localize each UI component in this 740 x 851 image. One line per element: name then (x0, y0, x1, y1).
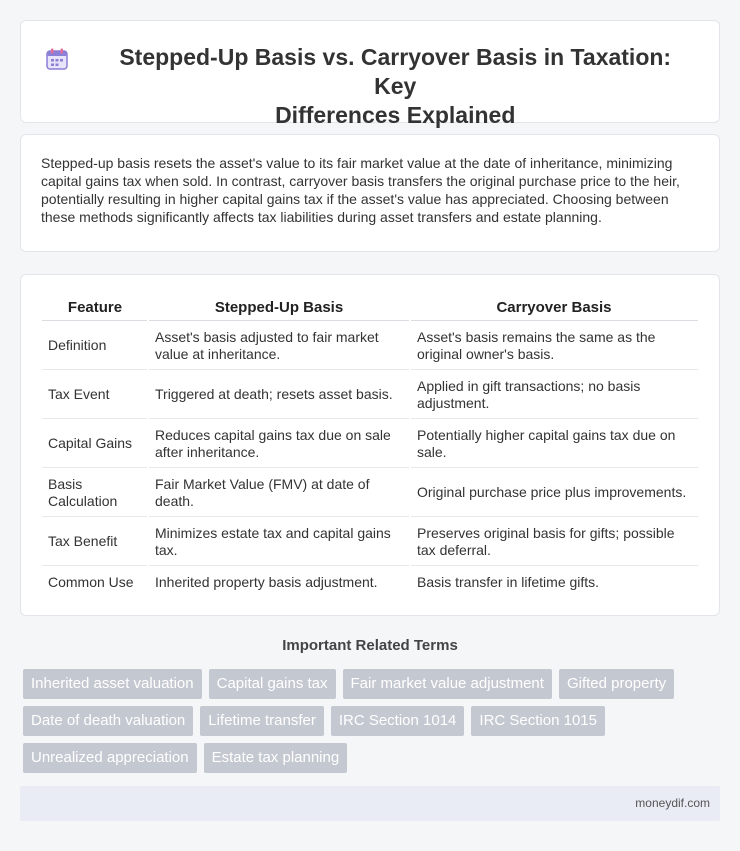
cell-carryover: Preserves original basis for gifts; possible tax deferral. (410, 517, 698, 566)
tag-estate-tax-planning[interactable]: Estate tax planning (204, 743, 348, 773)
cell-stepped-up: Triggered at death; resets asset basis. (148, 370, 410, 419)
cell-carryover: Original purchase price plus improvements. (410, 468, 698, 517)
table-row (42, 468, 698, 517)
table-row (42, 419, 698, 468)
header-stepped-up: Stepped-Up Basis (148, 295, 410, 321)
footer (20, 786, 720, 821)
title-card (20, 20, 720, 128)
comparison-table (42, 295, 698, 599)
cell-feature: Definition (42, 321, 148, 370)
cell-feature: Basis Calculation (42, 468, 148, 517)
tag-irc-section-1014[interactable]: IRC Section 1014 (331, 706, 465, 736)
tag-date-of-death-valuation[interactable]: Date of death valuation (23, 706, 193, 736)
cell-feature: Tax Event (42, 370, 148, 419)
footer-site-link[interactable]: moneydif.com (635, 796, 710, 810)
cell-carryover: Applied in gift transactions; no basis adjustment. (410, 370, 698, 419)
tag-lifetime-transfer[interactable]: Lifetime transfer (200, 706, 324, 736)
tag-irc-section-1015[interactable]: IRC Section 1015 (471, 706, 605, 736)
cell-stepped-up: Asset's basis adjusted to fair market value at inheritance. (148, 321, 410, 370)
cell-carryover: Basis transfer in lifetime gifts. (410, 566, 698, 599)
header-feature: Feature (42, 295, 148, 321)
cell-stepped-up: Minimizes estate tax and capital gains tax. (148, 517, 410, 566)
tag-fair-market-value-adjustment[interactable]: Fair market value adjustment (343, 669, 552, 699)
cell-carryover: Potentially higher capital gains tax due on sale. (410, 419, 698, 468)
cell-feature: Common Use (48, 574, 134, 591)
page-title (95, 43, 695, 130)
comparison-table-card (20, 274, 720, 616)
related-terms-tags (23, 669, 723, 773)
intro-paragraph: Stepped-up basis resets the asset's value to its fair market value at the date of inheritance, minimizing capital gains tax when sold. In contrast, carryover basis transfers the original purchase price to the heir, potentially resulting in higher capital gains tax if the asset's value has appreciated. Choosing between these methods significantly affects tax liabilities during asset transfers and estate planning. (41, 155, 680, 225)
related-terms-title: Important Related Terms (282, 637, 458, 654)
table-row (42, 566, 698, 599)
cell-feature: Tax Benefit (42, 517, 148, 566)
calendar-icon (45, 48, 69, 70)
header-carryover: Carryover Basis (410, 295, 698, 321)
tag-unrealized-appreciation[interactable]: Unrealized appreciation (23, 743, 197, 773)
tag-capital-gains-tax[interactable]: Capital gains tax (209, 669, 336, 699)
cell-feature: Capital Gains (42, 419, 148, 468)
tag-inherited-asset-valuation[interactable]: Inherited asset valuation (23, 669, 202, 699)
page-title-line1: Stepped-Up Basis vs. Carryover Basis in Taxation: Key (119, 44, 672, 99)
table-header-row (42, 295, 698, 321)
cell-stepped-up: Inherited property basis adjustment. (148, 566, 410, 599)
intro-card (20, 134, 720, 252)
table-row (42, 321, 698, 370)
table-row (42, 370, 698, 419)
table-row (42, 517, 698, 566)
page-title-line2: Differences Explained (275, 102, 516, 128)
tag-gifted-property[interactable]: Gifted property (559, 669, 674, 699)
cell-carryover: Asset's basis remains the same as the original owner's basis. (410, 321, 698, 370)
title-wrap (21, 43, 719, 130)
cell-stepped-up: Fair Market Value (FMV) at date of death. (148, 468, 410, 517)
cell-stepped-up: Reduces capital gains tax due on sale after inheritance. (148, 419, 410, 468)
